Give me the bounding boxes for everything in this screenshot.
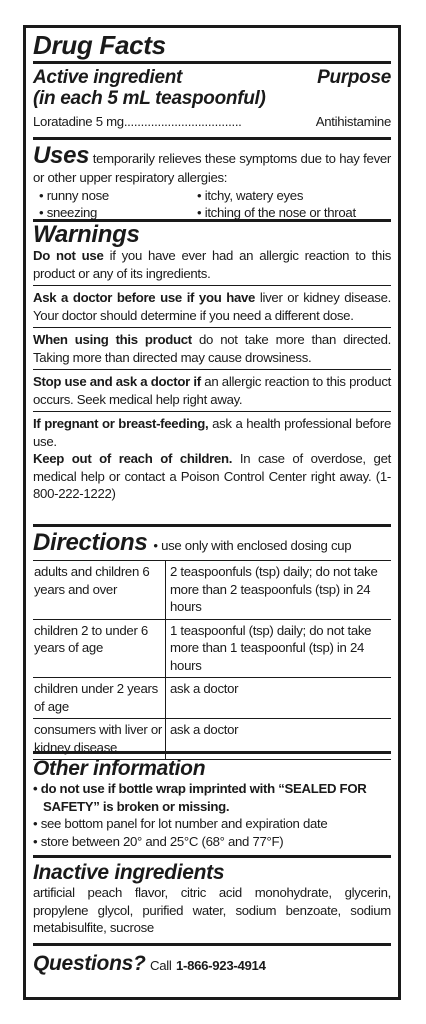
stop-use-warning: Stop use and ask a doctor if an allergic reaction to this product occurs. Seek medical help right away.: [33, 369, 391, 411]
age-group-cell: children 2 to under 6 years of age: [33, 619, 166, 678]
age-group-cell: adults and children 6 years and over: [33, 561, 166, 620]
dose-cell: ask a doctor: [166, 719, 392, 760]
inactive-ingredients-list: artificial peach flavor, citric acid monohydrate, glycerin, propylene glycol, purified water, sodium benzoate, sodium metabisulfite, sucrose: [33, 885, 391, 935]
keep-out-of-reach-warning: Keep out of reach of children. In case of overdose, get medical help or contact a Poison Control Center right away. (1-800-222-1222): [33, 451, 391, 501]
pregnancy-warning: If pregnant or breast-feeding, ask a health professional before use.: [33, 411, 391, 450]
age-group-cell: children under 2 years of age: [33, 678, 166, 719]
symptom-item: • itchy, watery eyes: [197, 187, 304, 203]
dosage-table: [33, 560, 391, 760]
symptom-item: • sneezing: [39, 205, 98, 220]
table-row: [33, 619, 391, 678]
questions-phone: 1-866-923-4914: [175, 958, 266, 973]
directions-section: [33, 527, 391, 754]
other-information-heading: Other information: [33, 757, 206, 780]
other-info-item: • store between 20° and 25°C (68° and 77°F): [33, 833, 284, 849]
drug-facts-panel: [23, 25, 401, 1000]
active-ingredient-heading: Active ingredient: [33, 67, 183, 88]
dose-cell: 1 teaspoonful (tsp) daily; do not take more than 1 teaspoonful (tsp) in 24 hours: [166, 619, 392, 678]
warnings-heading: Warnings: [33, 221, 140, 248]
when-using-warning: When using this product do not take more than directed. Taking more than directed may cause drowsiness.: [33, 327, 391, 369]
dose-cell: ask a doctor: [166, 678, 392, 719]
title-section: [33, 28, 391, 64]
active-ingredient-subheading: (in each 5 mL teaspoonful): [33, 88, 266, 109]
other-information-section: [33, 754, 391, 858]
table-row: [33, 561, 391, 620]
active-ingredient-section: [33, 64, 391, 140]
drug-facts-title: Drug Facts: [33, 30, 166, 60]
table-row: [33, 678, 391, 719]
questions-call-label: Call: [149, 958, 172, 973]
other-info-item: • do not use if bottle wrap imprinted with “SEALED FOR SAFETY” is broken or missing.: [33, 781, 367, 814]
directions-heading: Directions: [33, 529, 148, 556]
warnings-section: [33, 222, 391, 527]
ask-doctor-warning: Ask a doctor before use if you have liver or kidney disease. Your doctor should determine if you need a different dose.: [33, 285, 391, 327]
questions-heading: Questions?: [33, 952, 146, 975]
symptom-item: • runny nose: [39, 187, 109, 203]
ingredient-name: Loratadine 5 mg: [33, 114, 124, 129]
uses-section: [33, 140, 391, 222]
questions-section: [33, 946, 391, 976]
uses-heading: Uses: [33, 142, 90, 169]
dose-cell: 2 teaspoonfuls (tsp) daily; do not take more than 2 teaspoonfuls (tsp) in 24 hours: [166, 561, 392, 620]
other-info-item: • see bottom panel for lot number and expiration date: [33, 816, 328, 831]
purpose-heading: Purpose: [317, 67, 391, 88]
age-group-cell: consumers with liver or kidney disease: [33, 719, 166, 760]
inactive-ingredients-heading: Inactive ingredients: [33, 861, 225, 884]
directions-note: • use only with enclosed dosing cup: [153, 538, 352, 553]
symptom-item: • itching of the nose or throat: [197, 205, 356, 220]
ingredient-purpose: Antihistamine: [315, 114, 391, 129]
do-not-use-warning: Do not use if you have ever had an allergic reaction to this product or any of its ingredients.: [33, 248, 391, 281]
leader-dots: ...................................: [123, 114, 242, 129]
inactive-ingredients-section: [33, 858, 391, 946]
uses-text: temporarily relieves these symptoms due to hay fever or other upper respiratory allergies:: [33, 151, 391, 185]
